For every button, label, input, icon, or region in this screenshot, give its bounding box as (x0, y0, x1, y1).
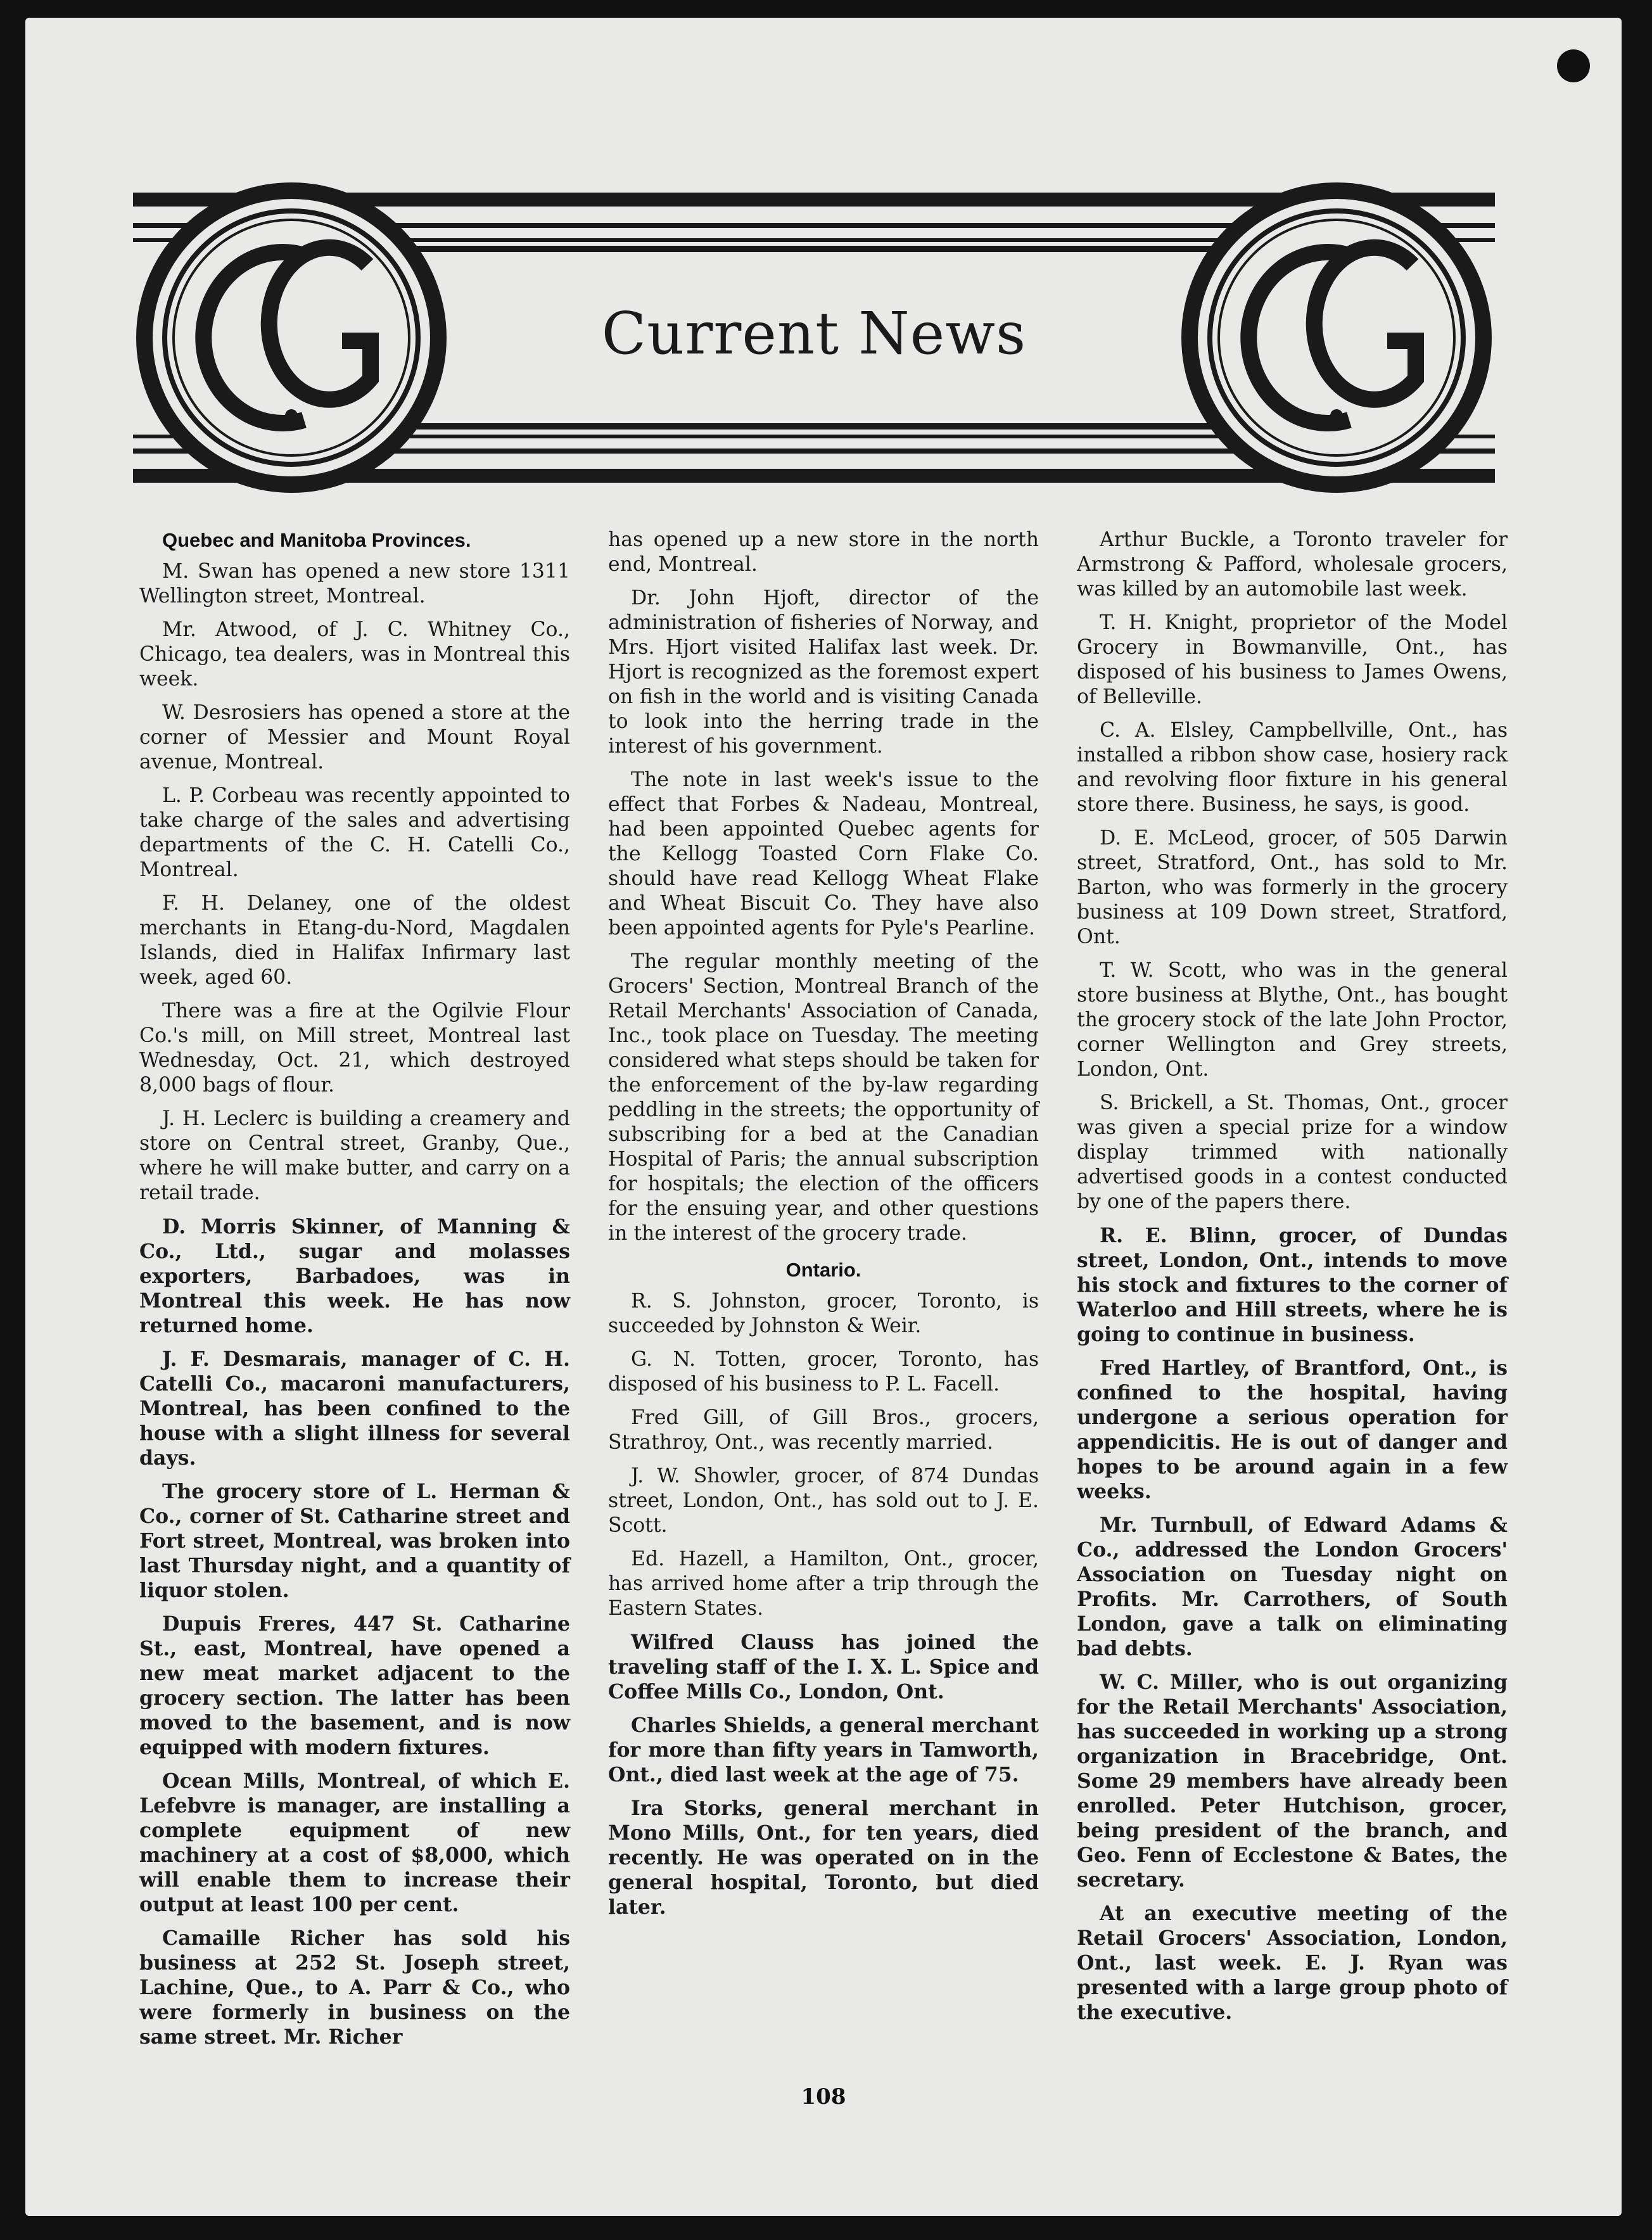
section-title: Current News (601, 300, 1027, 367)
section-heading: Quebec and Manitoba Provinces. (162, 529, 471, 551)
news-item: W. C. Miller, who is out organizing for the Retail Merchants' Association, has succeeded in working up a strong organization in Bracebridge, Ont. Some 29 members have already been enrolled. Peter Hutchison, grocer, being president of the branch, and Geo. Fenn of Ecclestone & Bates, the secretary. (1077, 1670, 1508, 1892)
column-1 (139, 528, 570, 2099)
news-item: The regular monthly meeting of the Grocers' Section, Montreal Branch of the Retail Merchants' Association of Canada, Inc., took place on Tuesday. The meeting considered what steps should be taken for the enforcement of the by-law regarding peddling in the streets; the opportunity of subscribing for a bed at the Canadian Hospital of Paris; the annual subscription for hospitals; the election of the officers for the ensuing year, and other questions in the interest of the grocery trade. (608, 950, 1039, 1245)
news-item: S. Brickell, a St. Thomas, Ont., grocer was given a special prize for a window display trimmed with nationally advertised goods in a contest conducted by one of the papers there. (1077, 1091, 1508, 1213)
news-item: Arthur Buckle, a Toronto traveler for Armstrong & Pafford, wholesale grocers, was killed by an automobile last week. (1077, 528, 1508, 601)
page-number: 108 (801, 2084, 846, 2110)
news-item: Mr. Turnbull, of Edward Adams & Co., addressed the London Grocers' Association on Tuesday night on Profits. Mr. Carrothers, of South London, gave a talk on eliminating bad debts. (1077, 1513, 1508, 1660)
punch-hole (1557, 49, 1590, 82)
news-item: There was a fire at the Ogilvie Flour Co.'s mill, on Mill street, Montreal last Wednesday, Oct. 21, which destroyed 8,000 bags of flour. (139, 1000, 570, 1097)
news-item: D. Morris Skinner, of Manning & Co., Ltd., sugar and molasses exporters, Barbadoes, was in Montreal this week. He has now returned home. (139, 1215, 570, 1337)
news-item: L. P. Corbeau was recently appointed to take charge of the sales and advertising departments of the C. H. Catelli Co., Montreal. (139, 784, 570, 881)
news-item: Ed. Hazell, a Hamilton, Ont., grocer, has arrived home after a trip through the Eastern States. (608, 1548, 1039, 1620)
news-item: C. A. Elsley, Campbellville, Ont., has installed a ribbon show case, hosiery rack and revolving floor fixture in his general store there. Business, he says, is good. (1077, 719, 1508, 816)
article-columns (139, 528, 1508, 2099)
news-item: Dupuis Freres, 447 St. Catharine St., east, Montreal, have opened a new meat market adjacent to the grocery section. The latter has been moved to the basement, and is now equipped with modern fixtures. (139, 1612, 570, 1759)
news-item: Dr. John Hjoft, director of the administration of fisheries of Norway, and Mrs. Hjort visited Halifax last week. Dr. Hjort is recognized as the foremost expert on fish in the world and is visiting Canada to look into the herring trade in the interest of his government. (608, 587, 1039, 758)
news-item: Mr. Atwood, of J. C. Whitney Co., Chicago, tea dealers, was in Montreal this week. (139, 618, 570, 690)
news-item: Charles Shields, a general merchant for more than fifty years in Tamworth, Ont., died last week at the age of 75. (608, 1714, 1039, 1786)
news-item: The note in last week's issue to the effect that Forbes & Nadeau, Montreal, had been appointed Quebec agents for the Kellogg Toasted Corn Flake Co. should have read Kellogg Wheat Flake and Wheat Biscuit Co. They have also been appointed agents for Pyle's Pearline. (608, 768, 1039, 939)
section-heading: Ontario. (785, 1259, 861, 1281)
news-item: F. H. Delaney, one of the oldest merchants in Etang-du-Nord, Magdalen Islands, died in Halifax Infirmary last week, aged 60. (139, 892, 570, 989)
column-3 (1077, 528, 1508, 2099)
section-banner (133, 170, 1495, 506)
news-item: R. E. Blinn, grocer, of Dundas street, London, Ont., intends to move his stock and fixtures to the corner of Waterloo and Hill streets, where he is going to continue in business. (1077, 1224, 1508, 1346)
news-item: T. H. Knight, proprietor of the Model Grocery in Bowmanville, Ont., has disposed of his business to James Owens, of Belleville. (1077, 611, 1508, 708)
news-item: Camaille Richer has sold his business at 252 St. Joseph street, Lachine, Que., to A. Parr & Co., who were formerly in business on the same street. Mr. Richer (139, 1926, 570, 2049)
news-item: Wilfred Clauss has joined the traveling staff of the I. X. L. Spice and Coffee Mills Co., London, Ont. (608, 1631, 1039, 1703)
news-item: M. Swan has opened a new store 1311 Wellington street, Montreal. (139, 560, 570, 608)
news-item: Ira Storks, general merchant in Mono Mills, Ont., for ten years, died recently. He was operated on in the general hospital, Toronto, but died later. (608, 1797, 1039, 1919)
news-item: J. H. Leclerc is building a creamery and store on Central street, Granby, Que., where he will make butter, and carry on a retail trade. (139, 1107, 570, 1204)
news-item: has opened up a new store in the north end, Montreal. (608, 528, 1039, 576)
news-item: J. W. Showler, grocer, of 874 Dundas street, London, Ont., has sold out to J. E. Scott. (608, 1465, 1039, 1537)
news-item: G. N. Totten, grocer, Toronto, has disposed of his business to P. L. Facell. (608, 1348, 1039, 1396)
news-item: R. S. Johnston, grocer, Toronto, is succeeded by Johnston & Weir. (608, 1290, 1039, 1337)
news-item: At an executive meeting of the Retail Grocers' Association, London, Ont., last week. E. J. Ryan was presented with a large group photo of the executive. (1077, 1902, 1508, 2024)
news-item: T. W. Scott, who was in the general store business at Blythe, Ont., has bought the grocery stock of the late John Proctor, corner Wellington and Grey streets, London, Ont. (1077, 959, 1508, 1081)
news-item: Ocean Mills, Montreal, of which E. Lefebvre is manager, are installing a complete equipment of new machinery at a cost of $8,000, which will enable them to increase their output at least 100 per cent. (139, 1769, 570, 1916)
column-2 (608, 528, 1039, 2099)
news-item: D. E. McLeod, grocer, of 505 Darwin street, Stratford, Ont., has sold to Mr. Barton, who was formerly in the grocery business at 109 Down street, Stratford, Ont. (1077, 827, 1508, 948)
news-item: J. F. Desmarais, manager of C. H. Catelli Co., macaroni manufacturers, Montreal, has been confined to the house with a slight illness for several days. (139, 1347, 570, 1470)
news-item: The grocery store of L. Herman & Co., corner of St. Catharine street and Fort street, Montreal, was broken into last Thursday night, and a quantity of liquor stolen. (139, 1480, 570, 1602)
magazine-page (25, 18, 1622, 2216)
news-item: Fred Hartley, of Brantford, Ont., is confined to the hospital, having undergone a serious operation for appendicitis. He is out of danger and hopes to be around again in a few weeks. (1077, 1356, 1508, 1503)
news-item: Fred Gill, of Gill Bros., grocers, Strathroy, Ont., was recently married. (608, 1406, 1039, 1454)
news-item: W. Desrosiers has opened a store at the corner of Messier and Mount Royal avenue, Montreal. (139, 701, 570, 773)
